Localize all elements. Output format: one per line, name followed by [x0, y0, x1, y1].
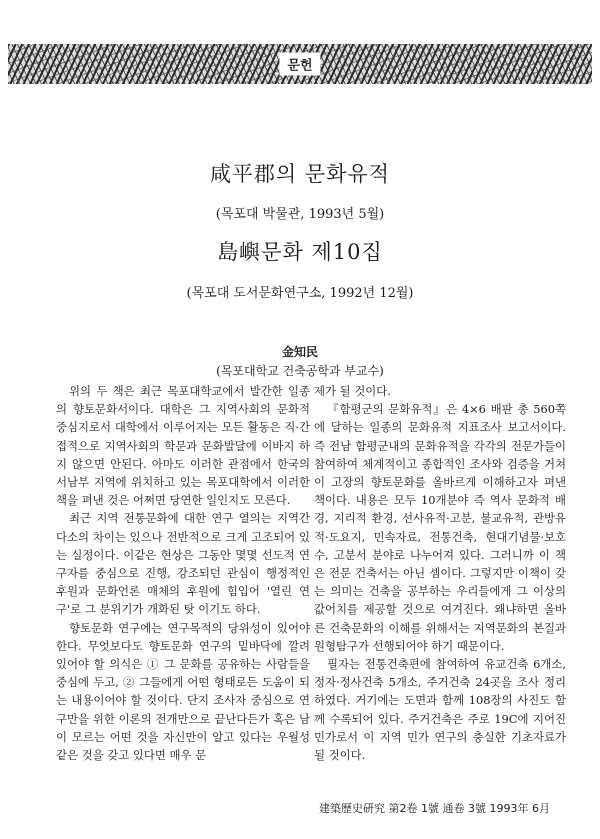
- journal-citation: 建築歷史硏究 第2卷 1號 通卷 3號 1993年 6月: [319, 802, 550, 815]
- paragraph: 최근 지역 전통문화에 대한 연구 열의는 지역간 다소의 차이는 있으나 전반적으로 크게 고조되어 있는 실정이다. 이같은 현상은 그동안 몇몇 선도적 연구자를 중심으로 진행, 강조되던 관심이 행정적인 후원과 문화언론 매체의 후원에 힘입어 '열린 연구'로 그 분위기가 개화된 탓 이기도 하다.: [56, 511, 310, 617]
- paragraph: 위의 두 책은 최근 목포대학교에서 발간한 일종의 향토문화서이다. 대학은 그 지역사회의 문화적 중심지로서 대학에서 이루어지는 모든 활동은 직·간접적으로 지역사회의 학문과 문화발달에 이바지 하지 않으면 안된다. 아마도 이러한 관점에서 한국의 서남부 지역에 위치하고 있는 목포대학에서 이러한 책을 펴낸 것은 어쩌면 당연한 일인지도 모른다.: [56, 384, 310, 508]
- author-affiliation: (목포대학교 건축공학과 부교수): [216, 364, 384, 378]
- section-banner: [8, 44, 592, 84]
- paragraph: 필자는 전통건축편에 참여하여 유교건축 6개소, 정자·정사건축 5개소, 주거건축 24곳을 조사 정리하였다. 거기에는 도면과 함께 108장의 사진도 함께 수록되어 있다. 주거건축은 주로 19C에 지어진 민가로서 이 지역 민가 연구의 충실한 기초자료가 될 것이다.: [314, 657, 566, 763]
- paragraph: 『함평군의 문화유적』은 4×6 배판 총 560쪽에 달하는 일종의 문화유적 지표조사 보고서이다. 즉 전남 함평군내의 문화유적을 각각의 전문가들이 참여하여 체계적이고 종합적인 조사와 검증을 거쳐 이 고장의 향토문화를 올바르게 이해하고자 펴낸 책이다. 내용은 모두 10개분야 즉 역사 문화적 배경, 지리적 환경, 선사유적·고분, 불교유적, 관방유적·도요지, 민속자료, 전통건축, 현대기념물·보호수, 고분서 분야로 나누어져 있다. 그러니까 이 책은 전문 건축서는 아닌 셈이다. 그렇지만 이책이 갖는 의미는 건축을 공부하는 우리들에게 그 이상의 값어치를 제공할 것으로 여겨진다. 왜냐하면 올바른 건축문화의 이해를 위해서는 지역문화의 본질과 원형탐구가 선행되어야 하기 때문이다.: [314, 402, 566, 653]
- body-column-left: [56, 382, 310, 764]
- paragraph-continuation: 제가 될 것이다.: [314, 384, 391, 398]
- book2-title: 島嶼문화 제10집: [217, 240, 383, 264]
- book1-publisher: (목포대 박물관, 1993년 5월): [215, 207, 385, 222]
- body-column-right: [314, 382, 566, 764]
- author-name: 金知民: [281, 345, 318, 359]
- section-label: 문헌: [279, 53, 320, 76]
- paragraph: 향토문화 연구에는 연구목적의 당위성이 있어야 한다. 무엇보다도 향토문화 연구의 밑바닥에 깔려 있어야 할 의식은 ① 그 문화를 공유하는 사람들을 중심에 두고, ② 그들에게 어떤 형태로든 도움이 되는 내용이어야 할 것이다. 단지 조사자 중심으로 연구만을 위한 이론의 전개만으로 끝난다든가 혹은 남이 모르는 어떤 것을 자신만이 알고 있다는 우월성 같은 것을 갖고 있다면 매우 문: [56, 620, 310, 763]
- book1-title: 咸平郡의 문화유적: [209, 162, 391, 186]
- book2-publisher: (목포대 도서문화연구소, 1992년 12월): [186, 286, 414, 301]
